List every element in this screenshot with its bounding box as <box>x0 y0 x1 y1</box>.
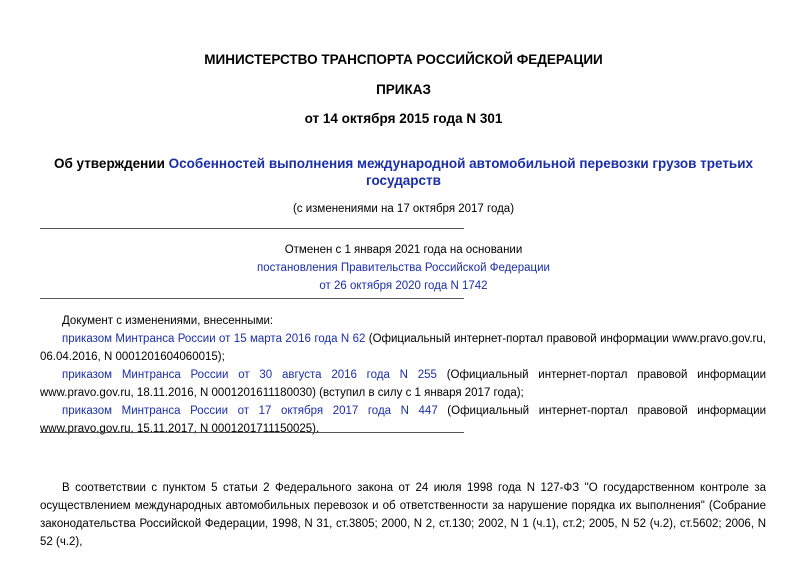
divider-bottom <box>40 432 464 433</box>
divider-middle <box>40 298 464 299</box>
title-prefix: Об утверждении <box>53 156 169 171</box>
amendment-text: (Официальный интернет-портал правовой информации www.pravo.gov.ru, 15.11.2017, N 0001201711150025). <box>40 405 766 435</box>
title-link[interactable]: Особенностей выполнения международной автомобильной перевозки грузов третьих <box>168 156 754 171</box>
revision-note: (с изменениями на 17 октября 2017 года) <box>292 203 515 215</box>
amendment-text: (Официальный интернет-портал правовой информации www.pravo.gov.ru, 06.04.2016, N 0001201604060015); <box>40 333 766 363</box>
amendment-item <box>40 366 766 402</box>
cancellation-notice <box>0 241 807 295</box>
ministry-heading: МИНИСТЕРСТВО ТРАНСПОРТА РОССИЙСКОЙ ФЕДЕРАЦИИ <box>204 52 603 67</box>
amendment-text: (Официальный интернет-портал правовой информации www.pravo.gov.ru, 18.11.2016, N 0001201611180030) (вступил в силу с 1 января 2017 года); <box>40 369 766 399</box>
date-number-heading: от 14 октября 2015 года N 301 <box>304 111 503 126</box>
amendment-link[interactable]: приказом Минтранса России от 17 октября 2017 года N 447 <box>62 405 438 417</box>
amendments-block <box>40 312 766 438</box>
amendment-link[interactable]: приказом Минтранса России от 15 марта 2016 года N 62 <box>62 333 366 345</box>
cancellation-link[interactable]: постановления Правительства Российской Федерации <box>257 262 550 274</box>
divider-top <box>40 228 464 229</box>
amendment-item <box>40 330 766 366</box>
document-title <box>0 155 807 189</box>
body-paragraph: В соответствии с пунктом 5 статьи 2 Федерального закона от 24 июля 1998 года N 127-ФЗ "О государственном контроле за осуществлением международных автомобильных перевозок и об ответственности за нарушение порядка их выполнения" (Собрание законодательства Российской Федерации, 1998, N 31, ст.3805; 2000, N 2, ст.130; 2002, N 1 (ч.1), ст.2; 2005, N 52 (ч.2), ст.5602; 2006, N 52 (ч.2), <box>40 482 766 548</box>
doc-type-heading: ПРИКАЗ <box>376 82 431 97</box>
title-link-continuation[interactable]: государств <box>366 173 441 188</box>
cancellation-text: Отменен с 1 января 2021 года на основании <box>284 244 523 256</box>
amendments-intro: Документ с изменениями, внесенными: <box>62 315 274 327</box>
amendment-link[interactable]: приказом Минтранса России от 30 августа 2016 года N 255 <box>62 369 437 381</box>
cancellation-link-date[interactable]: от 26 октября 2020 года N 1742 <box>319 280 488 292</box>
